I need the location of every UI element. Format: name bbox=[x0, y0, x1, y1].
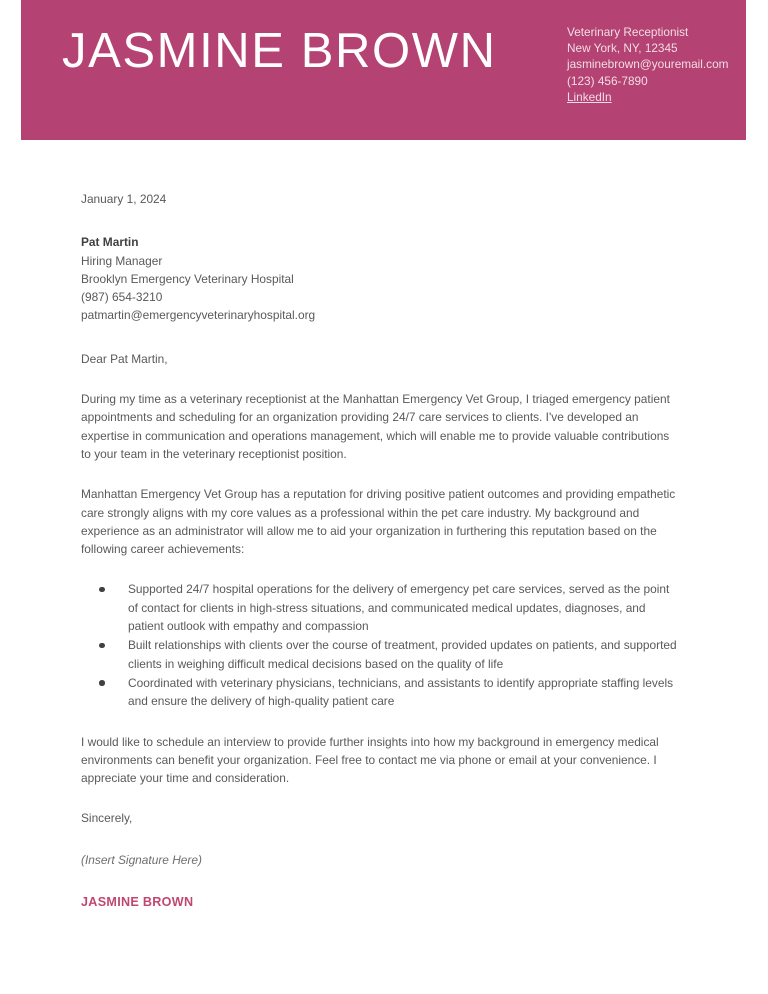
recipient-organization: Brooklyn Emergency Veterinary Hospital bbox=[81, 271, 294, 286]
letter-body bbox=[81, 190, 681, 911]
bullet-point-icon bbox=[99, 680, 105, 686]
list-item bbox=[81, 580, 681, 635]
achievement-text: Built relationships with clients over the course of treatment, provided updates on patients, and supported clients in weighing difficult medical decisions based on the quality of life bbox=[128, 638, 677, 671]
letterhead-banner bbox=[21, 0, 746, 140]
recipient-name: Pat Martin bbox=[81, 235, 139, 250]
signature-placeholder: (Insert Signature Here) bbox=[81, 852, 202, 867]
signature-name: JASMINE BROWN bbox=[81, 895, 194, 910]
applicant-name-heading: JASMINE BROWN bbox=[62, 24, 497, 78]
letter-closing-paragraph: I would like to schedule an interview to provide further insights into how my background in emergency medical environments can benefit your organization. Feel free to contact me via phone or email at your convenience. I appreciate your time and consideration. bbox=[81, 734, 659, 786]
list-item bbox=[81, 674, 681, 711]
letter-sign-off: Sincerely, bbox=[81, 811, 133, 826]
bullet-point-icon bbox=[99, 587, 105, 593]
recipient-block bbox=[81, 233, 681, 324]
letter-date: January 1, 2024 bbox=[81, 192, 167, 206]
recipient-title: Hiring Manager bbox=[81, 253, 163, 268]
recipient-email: patmartin@emergencyveterinaryhospital.org bbox=[81, 308, 316, 323]
linkedin-link[interactable]: LinkedIn bbox=[567, 89, 612, 104]
contact-email[interactable]: jasminebrown@youremail.com bbox=[567, 57, 729, 72]
contact-location: New York, NY, 12345 bbox=[567, 41, 678, 56]
recipient-phone: (987) 654-3210 bbox=[81, 290, 163, 305]
bullet-point-icon bbox=[99, 643, 105, 649]
contact-linkedin-link-wrapper bbox=[567, 89, 728, 105]
letter-paragraph-2: Manhattan Emergency Vet Group has a reputation for driving positive patient outcomes and providing empathetic care strongly aligns with my core values as a professional within the pet care industry. My background and experience as an administrator will allow me to aid your organization in furthering this reputation based on the following career achievements: bbox=[81, 487, 676, 557]
contact-phone: (123) 456-7890 bbox=[567, 73, 648, 88]
contact-info-block bbox=[567, 24, 728, 105]
achievements-list bbox=[81, 580, 681, 710]
list-item bbox=[81, 636, 681, 673]
letter-paragraph-1: During my time as a veterinary receptionist at the Manhattan Emergency Vet Group, I triaged emergency patient appointments and scheduling for an organization providing 24/7 care services to clients. I've developed an expertise in communication and operations management, which will enable me to provide valuable contributions to your team in the veterinary receptionist position. bbox=[81, 392, 670, 461]
contact-job-title: Veterinary Receptionist bbox=[567, 25, 689, 39]
achievement-text: Coordinated with veterinary physicians, technicians, and assistants to identify appropriate staffing levels and ensure the delivery of high-quality patient care bbox=[128, 675, 674, 709]
achievement-text: Supported 24/7 hospital operations for the delivery of emergency pet care services, served as the point of contact for clients in high-stress situations, and communicated medical updates, diagnoses, and patient outlook with empathy and compassion bbox=[128, 582, 670, 634]
letter-salutation: Dear Pat Martin, bbox=[81, 351, 168, 366]
